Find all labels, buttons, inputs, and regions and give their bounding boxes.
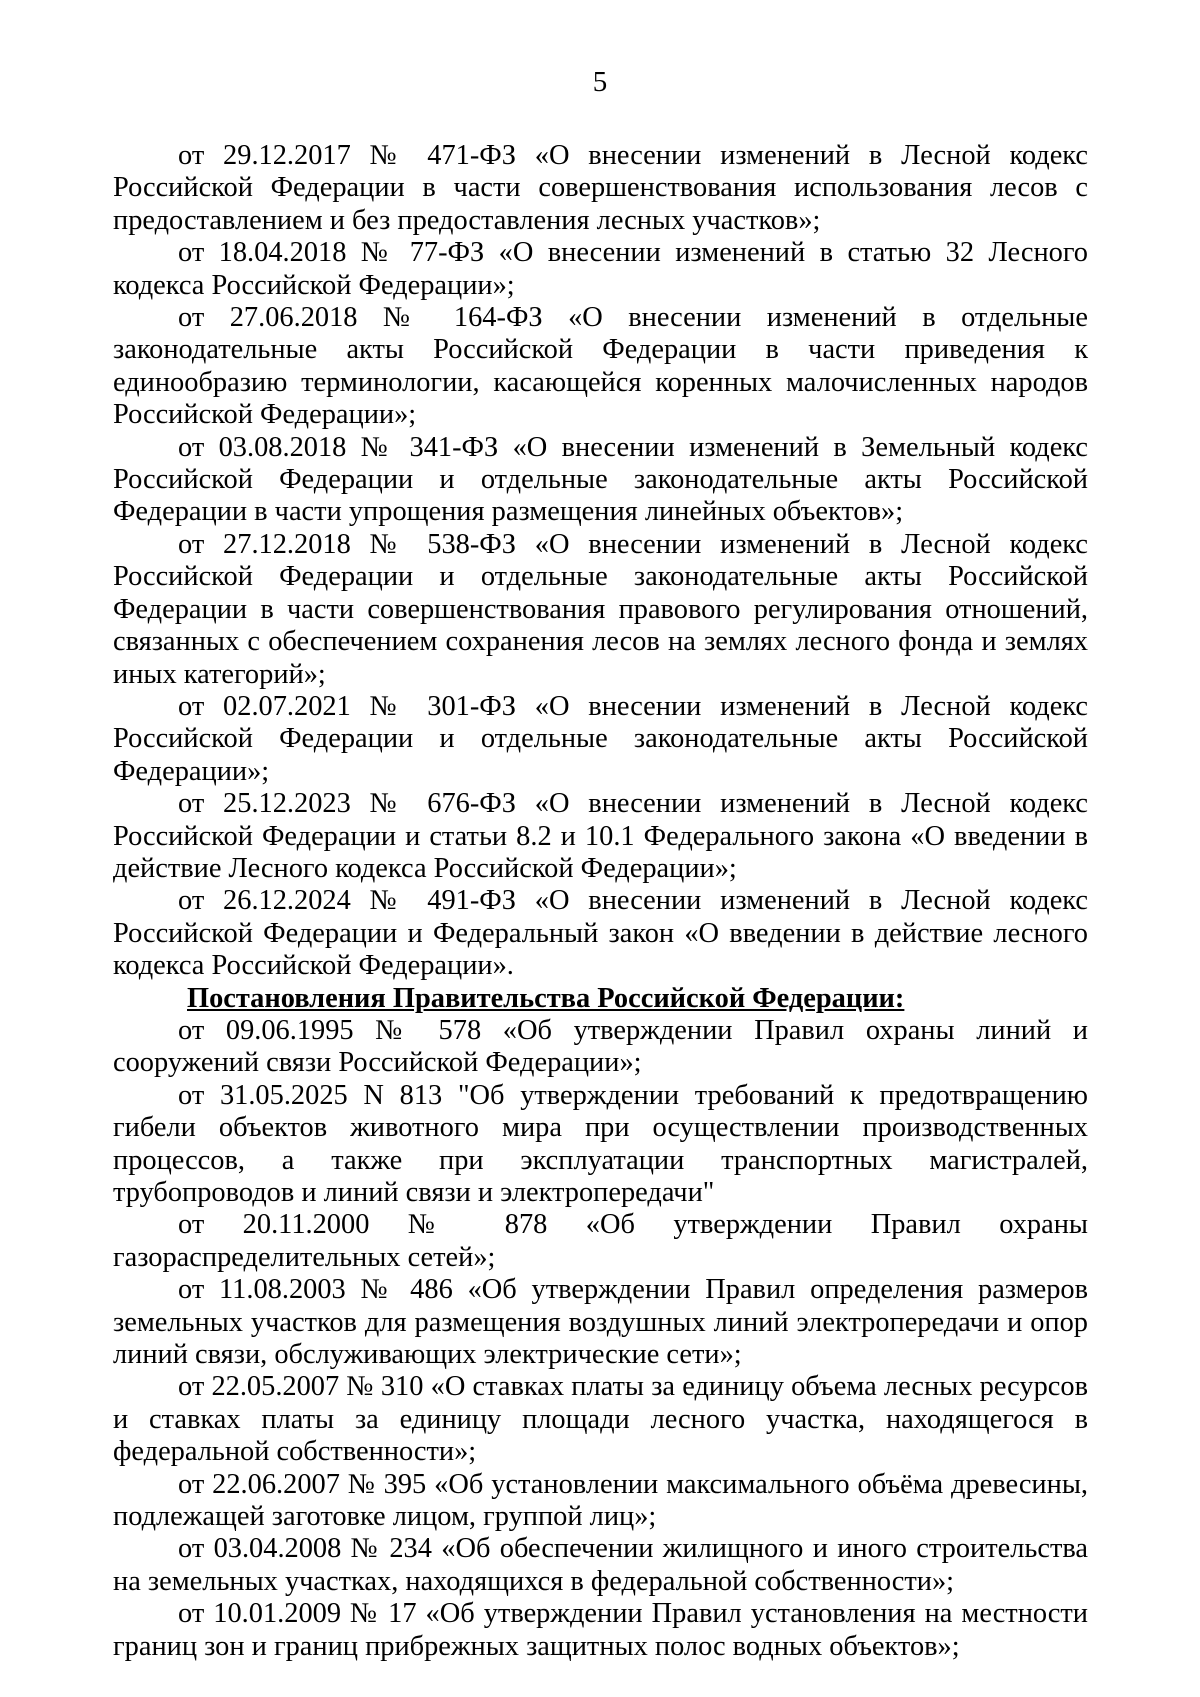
federal-law-item: от 25.12.2023 № 676-ФЗ «О внесении изменений в Лесной кодекс Российской Федерации и статьи 8.2 и 10.1 Федерального закона «О введении в действие Лесного кодекса Российской Федерации»; [113,788,1088,884]
federal-law-item: от 27.06.2018 № 164-ФЗ «О внесении изменений в отдельные законодательные акты Российской Федерации в части приведения к единообразию терминологии, касающейся коренных малочисленных народов Российской Федерации»; [113,302,1088,431]
government-resolution-item: от 11.08.2003 № 486 «Об утверждении Правил определения размеров земельных участков для размещения воздушных линий электропередачи и опор линий связи, обслуживающих электрические сети»; [113,1274,1088,1371]
page-number: 5 [592,66,608,98]
government-resolution-item: от 09.06.1995 № 578 «Об утверждении Правил охраны линий и сооружений связи Российской Федерации»; [113,1014,1088,1079]
government-resolution-item: от 31.05.2025 N 813 "Об утверждении требований к предотвращению гибели объектов животного мира при осуществлении производственных процессов, а также при эксплуатации транспортных магистралей, трубопроводов и линий связи и электропередачи" [113,1079,1088,1208]
federal-law-item: от 02.07.2021 № 301-ФЗ «О внесении изменений в Лесной кодекс Российской Федерации и отдельные законодательные акты Российской Федерации»; [113,690,1088,787]
federal-law-item: от 29.12.2017 № 471-ФЗ «О внесении изменений в Лесной кодекс Российской Федерации в части совершенствования использования лесов с предоставлением и без предоставления лесных участков»; [113,140,1088,236]
government-resolution-item: от 10.01.2009 № 17 «Об утверждении Правил установления на местности границ зон и границ прибрежных защитных полос водных объектов»; [113,1598,1088,1662]
document-body [113,140,1088,1663]
government-resolution-item: от 20.11.2000 № 878 «Об утверждении Правил охраны газораспределительных сетей»; [113,1209,1088,1273]
federal-law-item: от 18.04.2018 № 77-ФЗ «О внесении изменений в статью 32 Лесного кодекса Российской Федерации»; [113,237,1088,301]
federal-law-item: от 03.08.2018 № 341-ФЗ «О внесении изменений в Земельный кодекс Российской Федерации и отдельные законодательные акты Российской Федерации в части упрощения размещения линейных объектов»; [113,431,1088,528]
federal-law-item: от 27.12.2018 № 538-ФЗ «О внесении изменений в Лесной кодекс Российской Федерации и отдельные законодательные акты Российской Федерации в части совершенствования правового регулирования отношений, связанных с обеспечением сохранения лесов на землях лесного фонда и землях иных категорий»; [113,528,1088,690]
federal-law-item: от 26.12.2024 № 491-ФЗ «О внесении изменений в Лесной кодекс Российской Федерации и Федеральный закон «О введении в действие лесного кодекса Российской Федерации». [113,885,1088,982]
government-resolution-item: от 22.06.2007 № 395 «Об установлении максимального объёма древесины, подлежащей заготовке лицом, группой лиц»; [113,1468,1088,1533]
section-heading: Постановления Правительства Российской Федерации: [187,982,905,1014]
government-resolution-item: от 22.05.2007 № 310 «О ставках платы за единицу объема лесных ресурсов и ставках платы за единицу площади лесного участка, находящегося в федеральной собственности»; [113,1371,1088,1468]
government-resolution-item: от 03.04.2008 № 234 «Об обеспечении жилищного и иного строительства на земельных участках, находящихся в федеральной собственности»; [113,1533,1088,1597]
